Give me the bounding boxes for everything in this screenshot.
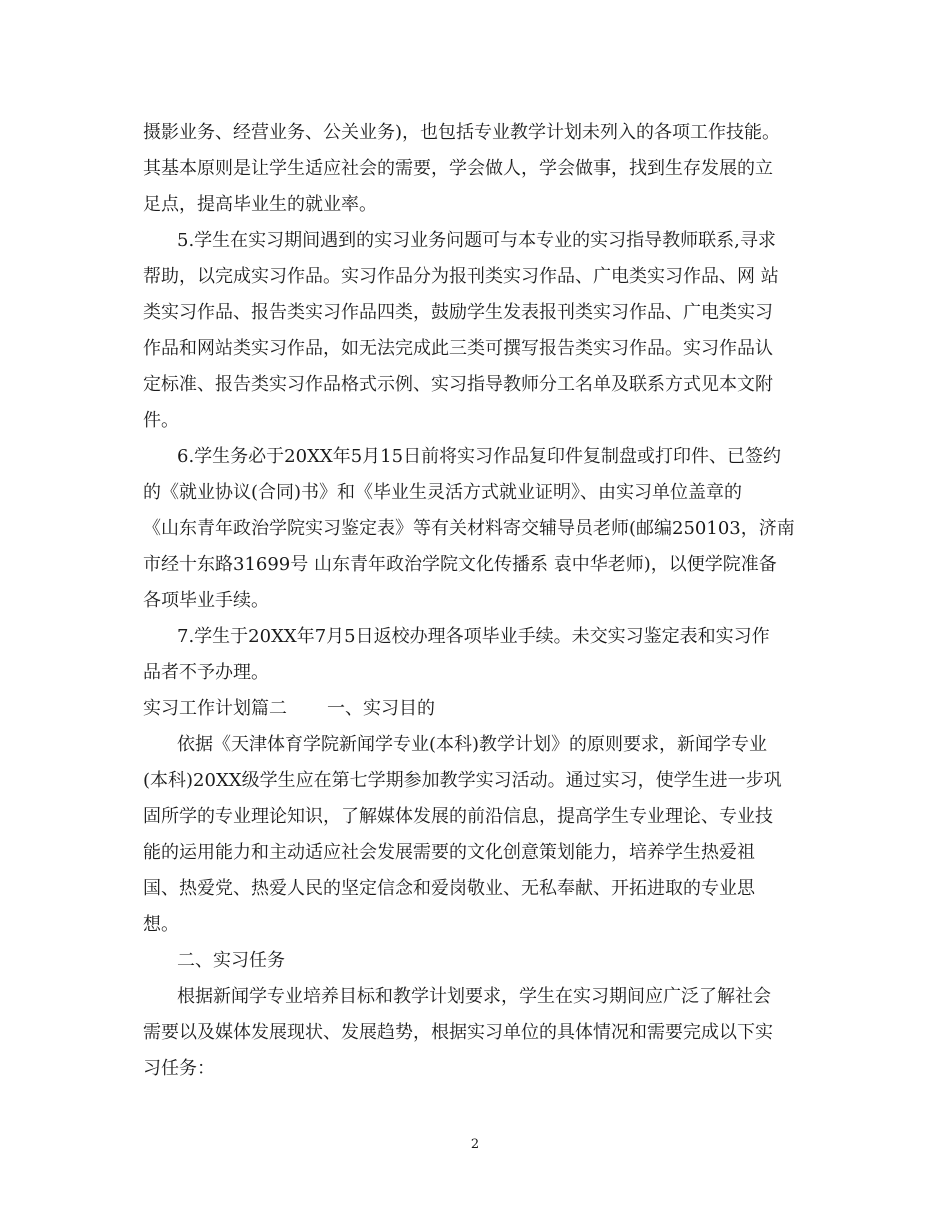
text-line: 根据新闻学专业培养目标和教学计划要求，学生在实习期间应广泛了解社会 <box>177 986 771 1007</box>
text-line: 摄影业务、经营业务、公关业务)，也包括专业教学计划未列入的各项工作技能。 <box>143 122 781 143</box>
text-line: 足点，提高毕业生的就业率。 <box>143 194 377 215</box>
text-line: (本科)20XX级学生应在第七学期参加教学实习活动。通过实习，使学生进一步巩 <box>143 770 782 791</box>
section-title: 实习工作计划篇二 <box>143 698 287 719</box>
text-line: 品者不予办理。 <box>143 662 269 683</box>
text-line: 《山东青年政治学院实习鉴定表》等有关材料寄交辅导员老师(邮编250103，济南 <box>143 518 795 539</box>
text-line: 5.学生在实习期间遇到的实习业务问题可与本专业的实习指导教师联系,寻求 <box>177 230 776 251</box>
subsection-heading: 一、实习目的 <box>327 698 435 719</box>
page-number: 2 <box>470 1137 480 1152</box>
text-line: 国、热爱党、热爱人民的坚定信念和爱岗敬业、无私奉献、开拓进取的专业思 <box>143 878 755 899</box>
text-line: 能的运用能力和主动适应社会发展需要的文化创意策划能力，培养学生热爱祖 <box>143 842 755 863</box>
text-line: 帮助，以完成实习作品。实习作品分为报刊类实习作品、广电类实习作品、网 站 <box>143 266 779 287</box>
text-line: 需要以及媒体发展现状、发展趋势，根据实习单位的具体情况和需要完成以下实 <box>143 1022 773 1043</box>
text-line: 类实习作品、报告类实习作品四类，鼓励学生发表报刊类实习作品、广电类实习 <box>143 302 773 323</box>
text-line: 6.学生务必于20XX年5月15日前将实习作品复印件复制盘或打印件、已签约 <box>177 446 782 467</box>
section-heading-line <box>143 699 435 719</box>
subsection-heading: 二、实习任务 <box>177 950 285 971</box>
text-line: 定标准、报告类实习作品格式示例、实习指导教师分工名单及联系方式见本文附 <box>143 374 773 395</box>
text-line: 固所学的专业理论知识，了解媒体发展的前沿信息，提高学生专业理论、专业技 <box>143 806 773 827</box>
text-line: 7.学生于20XX年7月5日返校办理各项毕业手续。未交实习鉴定表和实习作 <box>177 626 770 647</box>
text-line: 的《就业协议(合同)书》和《毕业生灵活方式就业证明》、由实习单位盖章的 <box>143 482 743 503</box>
text-line: 想。 <box>143 914 179 935</box>
text-line: 其基本原则是让学生适应社会的需要，学会做人，学会做事，找到生存发展的立 <box>143 158 773 179</box>
text-line: 习任务： <box>143 1058 215 1079</box>
text-line: 件。 <box>143 410 179 431</box>
text-line: 各项毕业手续。 <box>143 590 269 611</box>
text-line: 市经十东路31699号 山东青年政治学院文化传播系 袁中华老师)，以便学院准备 <box>143 554 777 575</box>
text-line: 依据《天津体育学院新闻学专业(本科)教学计划》的原则要求，新闻学专业 <box>177 734 768 755</box>
text-line: 作品和网站类实习作品，如无法完成此三类可撰写报告类实习作品。实习作品认 <box>143 338 773 359</box>
